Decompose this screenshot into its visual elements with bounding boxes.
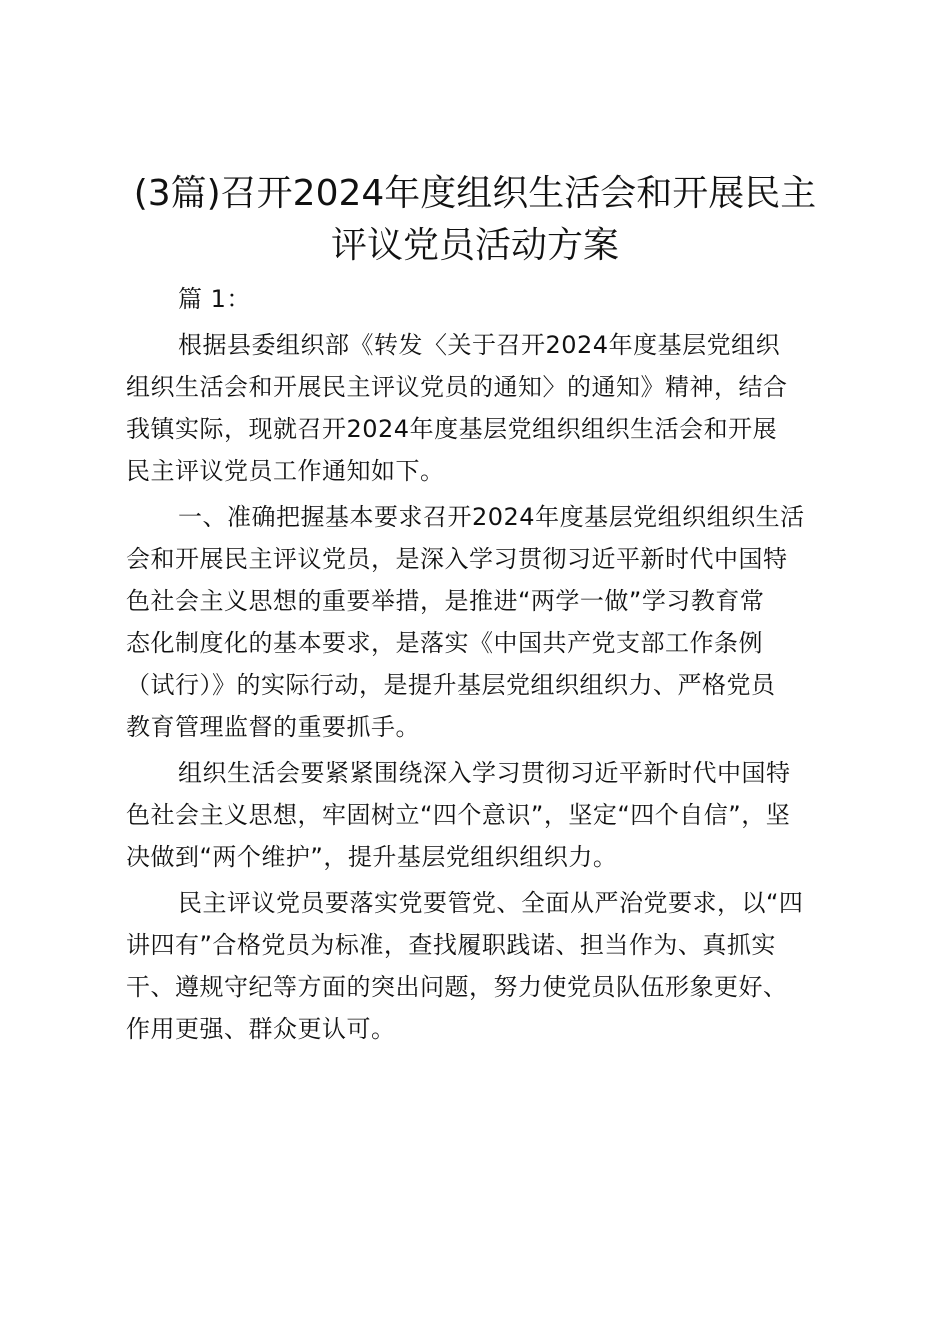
paragraph-line: 作用更强、群众更认可。 xyxy=(126,1015,396,1043)
paragraph-line: 组织生活会要紧紧围绕深入学习贯彻习近平新时代中国特 xyxy=(178,759,791,787)
paragraph-line: 态化制度化的基本要求，是落实《中国共产党支部工作条例 xyxy=(126,629,763,657)
paragraph-line: （试行）》的实际行动，是提升基层党组织组织力、严格党员 xyxy=(126,671,776,699)
paragraph-section-label xyxy=(126,278,826,320)
paragraph-line: 根据县委组织部《转发〈关于召开2024年度基层党组织 xyxy=(178,331,781,359)
paragraph-line: 干、遵规守纪等方面的突出问题，努力使党员队伍形象更好、 xyxy=(126,973,788,1001)
document-title xyxy=(110,168,840,272)
title-line-2: 评议党员活动方案 xyxy=(330,225,619,266)
paragraph-line: 色社会主义思想的重要举措，是推进“两学一做”学习教育常 xyxy=(126,587,765,615)
paragraph-line: 讲四有”合格党员为标准，查找履职践诺、担当作为、真抓实 xyxy=(126,931,776,959)
document-body xyxy=(126,278,826,1050)
paragraph-line: 民主评议党员工作通知如下。 xyxy=(126,457,445,485)
paragraph-line: 民主评议党员要落实党要管党、全面从严治党要求，以“四 xyxy=(178,889,804,917)
paragraph-requirements xyxy=(126,496,826,748)
paragraph-line: 教育管理监督的重要抓手。 xyxy=(126,713,420,741)
paragraph-intro xyxy=(126,324,826,492)
paragraph-line: 我镇实际，现就召开2024年度基层党组织组织生活会和开展 xyxy=(126,415,778,443)
paragraph-line: 会和开展民主评议党员，是深入学习贯彻习近平新时代中国特 xyxy=(126,545,788,573)
paragraph-line: 决做到“两个维护”，提升基层党组织组织力。 xyxy=(126,843,618,871)
paragraph-line: 篇 1： xyxy=(178,285,251,313)
title-line-1: (3篇)召开2024年度组织生活会和开展民主 xyxy=(133,173,817,214)
paragraph-line: 色社会主义思想，牢固树立“四个意识”，坚定“四个自信”，坚 xyxy=(126,801,791,829)
paragraph-org-life-meeting xyxy=(126,752,826,878)
paragraph-line: 组织生活会和开展民主评议党员的通知〉的通知》精神，结合 xyxy=(126,373,788,401)
paragraph-democratic-review xyxy=(126,882,826,1050)
paragraph-line: 一、准确把握基本要求召开2024年度基层党组织组织生活 xyxy=(178,503,805,531)
